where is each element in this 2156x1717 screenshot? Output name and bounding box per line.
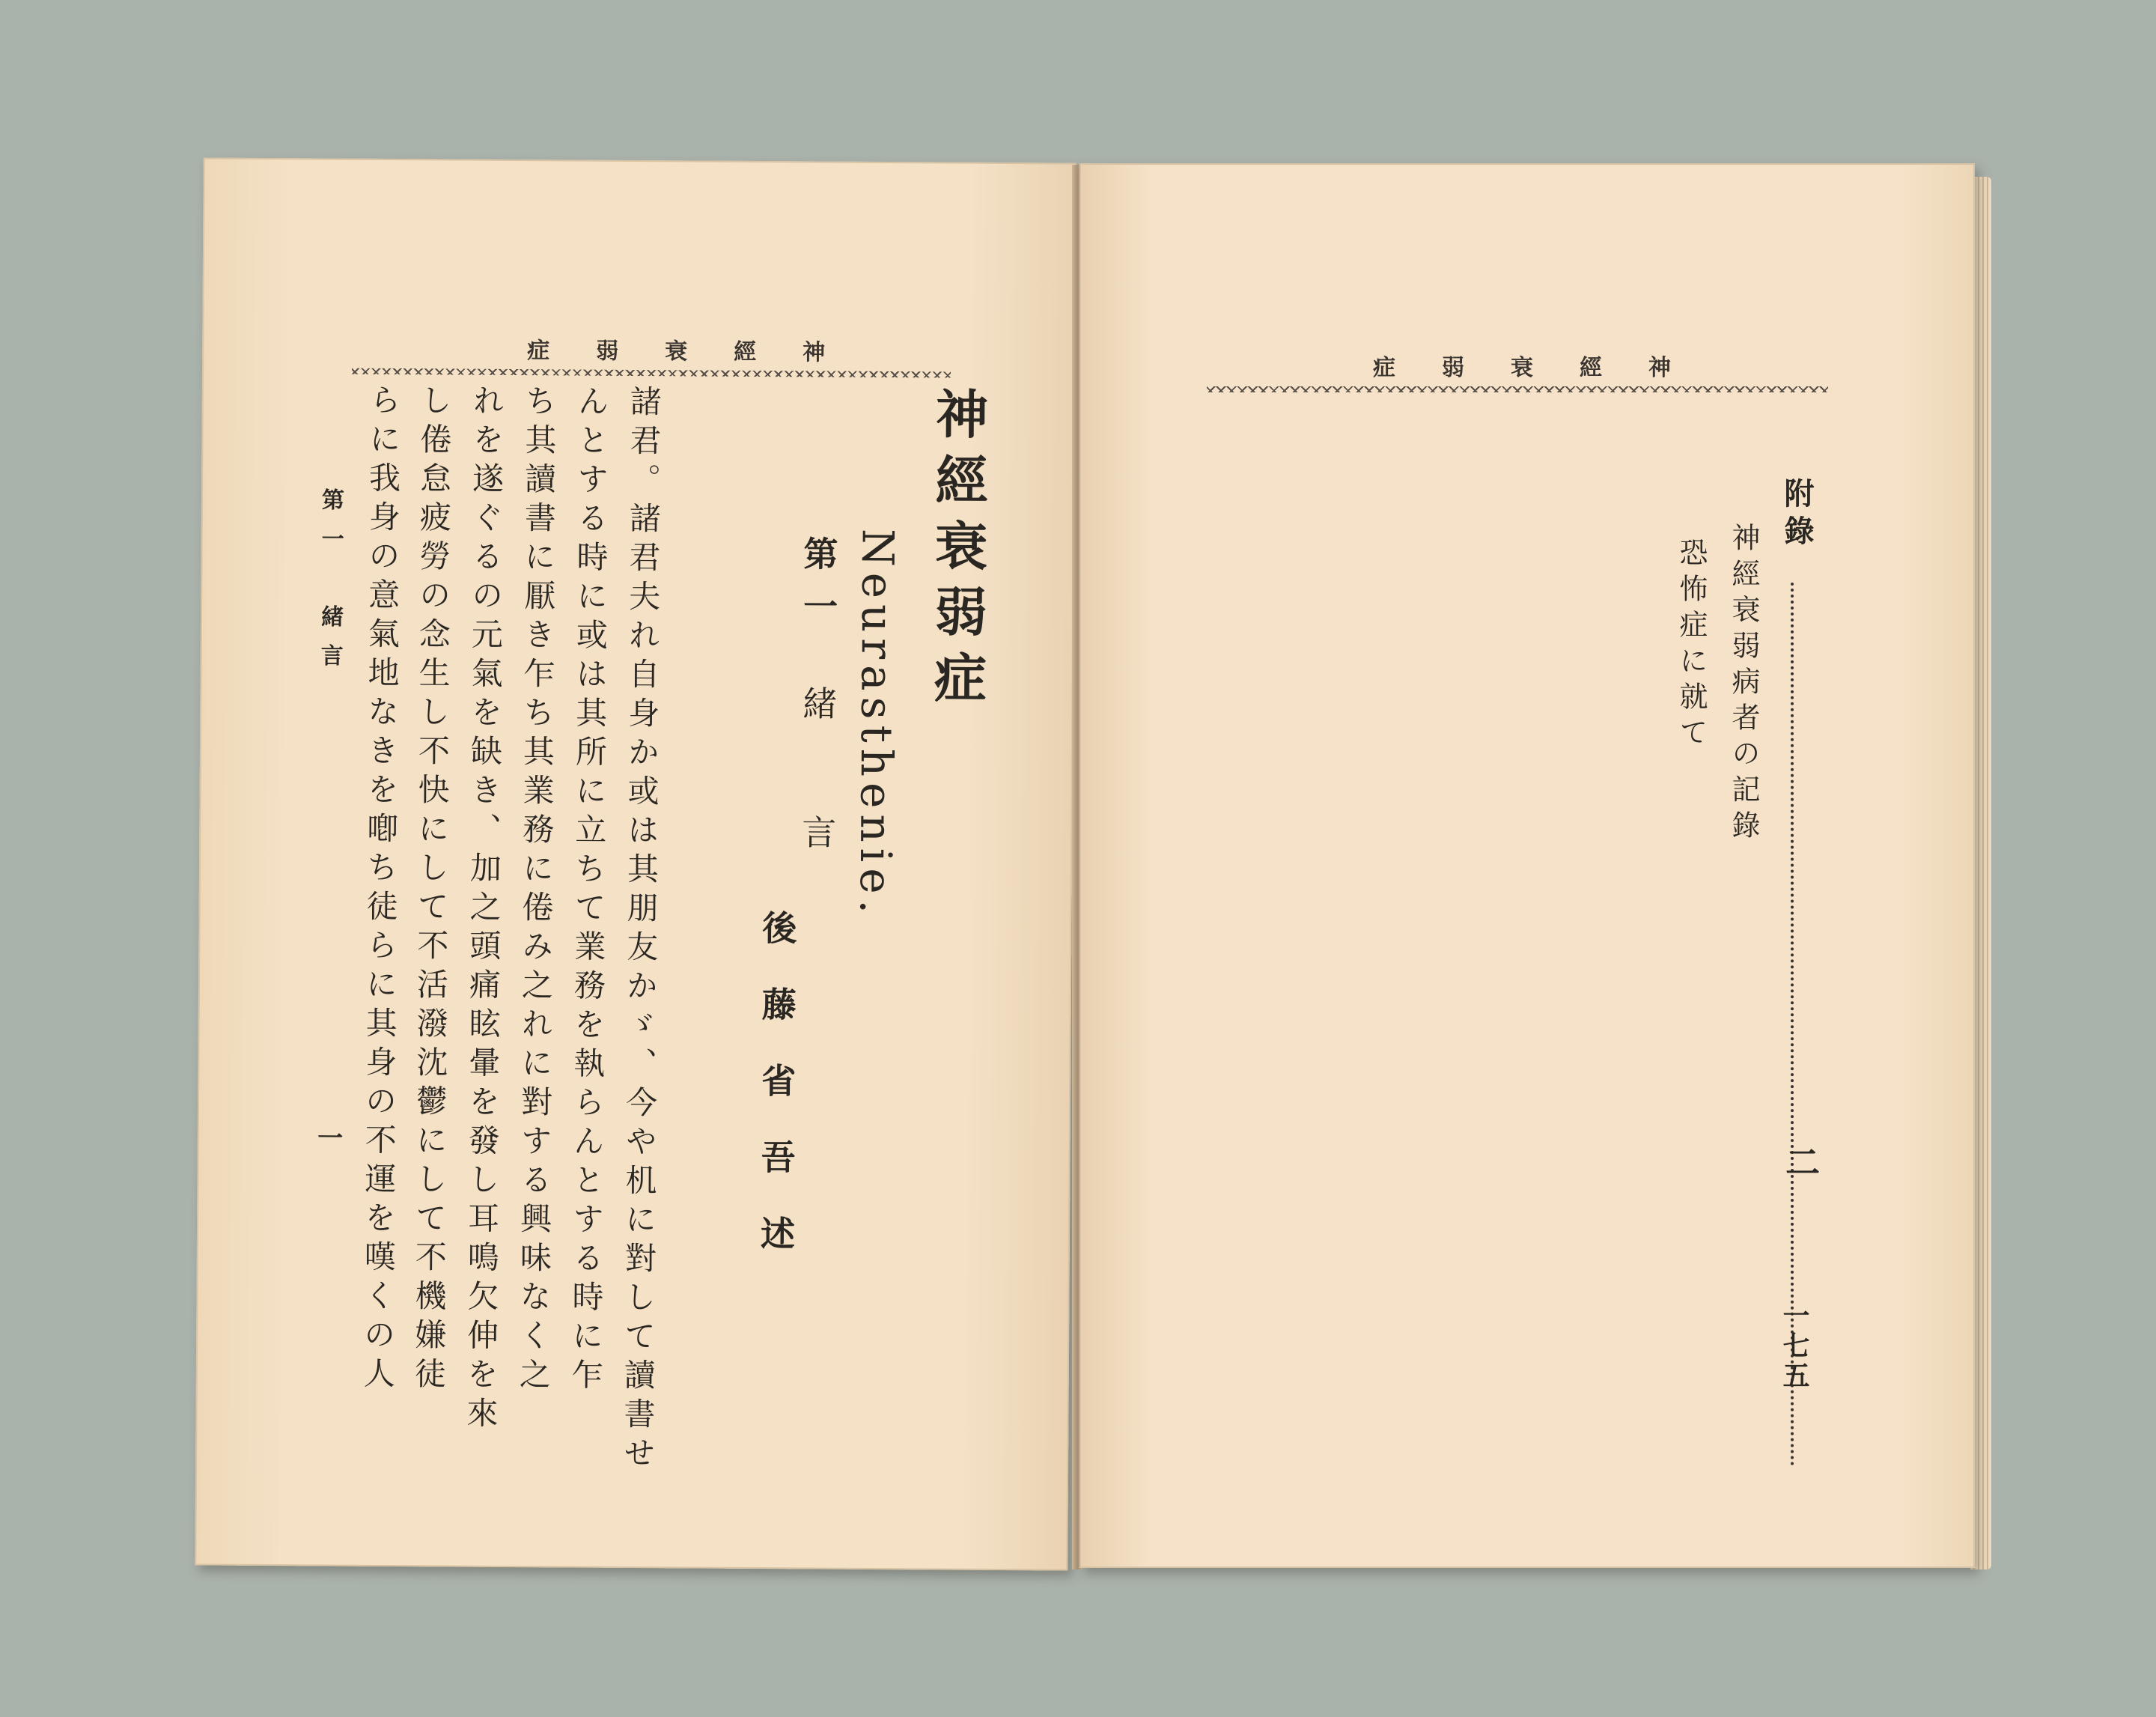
chapter-title: 緒 言: [796, 685, 838, 879]
author: 後藤省吾述: [755, 909, 798, 1292]
toc-entry: 神經衰弱病者の記錄: [1727, 523, 1760, 846]
body-line: れを遂ぐるの元氣を缺き、加之頭痛眩暈を發し耳鳴欠伸を來: [462, 383, 505, 1435]
running-head: 症弱衰經神: [527, 338, 872, 366]
body-line: んとする時に或は其所に立ちて業務を執らんとする時に乍: [567, 384, 610, 1397]
appendix-page-ref: 一七五: [1779, 1301, 1810, 1391]
page-title: 神經衰弱症: [925, 386, 990, 717]
page-subtitle: Neurasthenie.: [850, 528, 904, 920]
body-line: 諸君。諸君夫れ自身か或は其朋友かゞ、今や机に對して讀書せ: [619, 384, 663, 1476]
section-footer: 第一 緒言: [316, 487, 344, 683]
body-line: らに我身の意氣地なきを喞ち徒らに其身の不運を嘆くの人: [359, 383, 402, 1397]
appendix-label: 附錄: [1779, 478, 1815, 553]
toc-entry: 恐怖症に就て: [1675, 538, 1708, 753]
running-head: 症弱衰經神: [1373, 355, 1717, 381]
page-number: 二: [1780, 1144, 1821, 1179]
body-line: し倦怠疲勞の念生し不快にして不活潑沈鬱にして不機嫌徒: [409, 383, 453, 1397]
chapter-number: 第一: [797, 535, 839, 641]
header-rule: [352, 368, 951, 378]
right-page: [1079, 163, 1975, 1568]
left-page: [195, 157, 1076, 1570]
header-rule: [1207, 386, 1828, 392]
body-line: ち其讀書に厭き乍ち其業務に倦み之れに對する興味なく之: [514, 384, 558, 1397]
page-number: 一: [312, 1124, 343, 1150]
